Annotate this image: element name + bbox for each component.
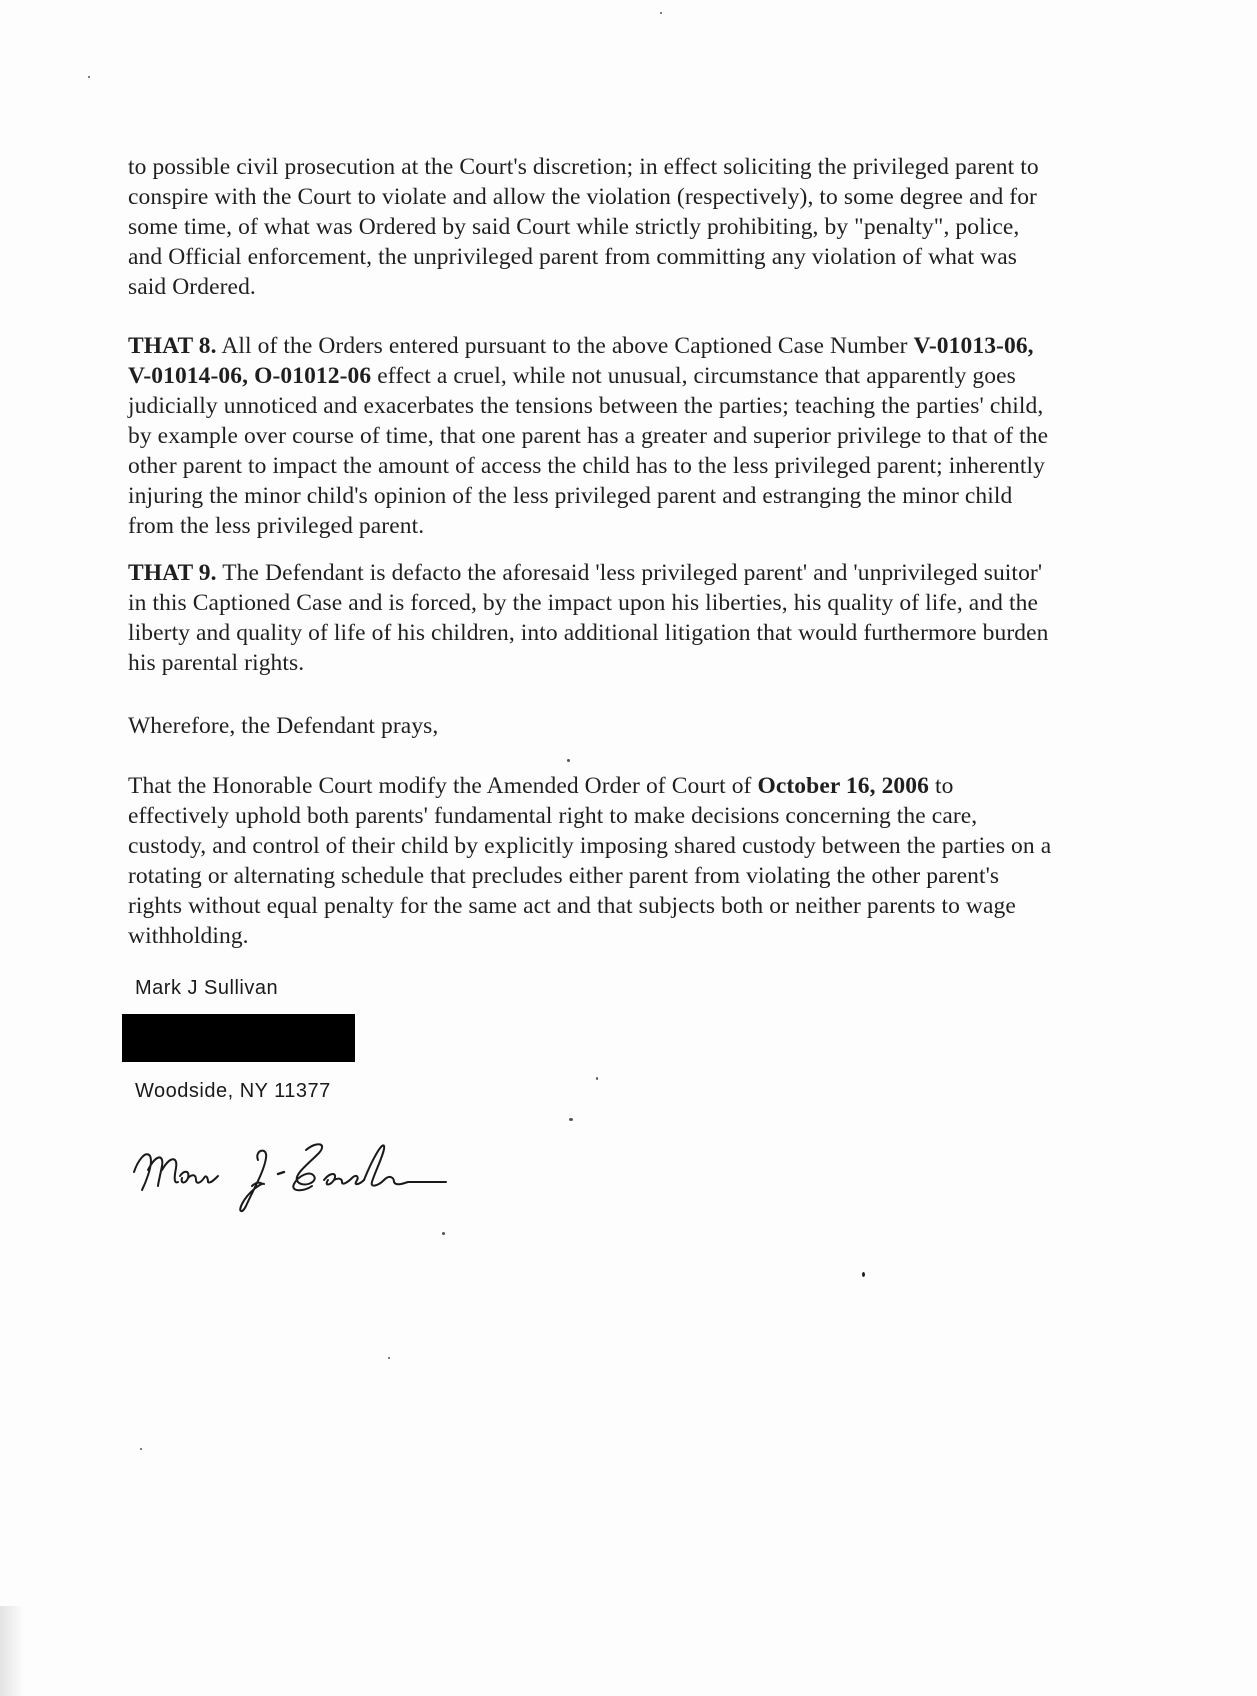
text-line: in this Captioned Case and is forced, by the impact upon his liberties, his quality of life, and the [128, 590, 1038, 616]
paragraph-that-8 [128, 331, 1108, 541]
text-line: injuring the minor child's opinion of the less privileged parent and estranging the minor child [128, 483, 1013, 509]
text-segment: effect a cruel, while not unusual, circumstance that apparently goes [371, 363, 1016, 389]
signer-name: Mark J Sullivan [135, 977, 279, 999]
paragraph-number: THAT 8. [128, 333, 217, 359]
text-line: rights without equal penalty for the same act and that subjects both or neither parents to wage [128, 893, 1016, 919]
scan-speck [567, 759, 570, 762]
text-line: other parent to impact the amount of access the child has to the less privileged parent; inherently [128, 453, 1045, 479]
case-number: V-01014-06, O-01012-06 [128, 363, 372, 389]
text-segment: The Defendant is defacto the aforesaid 'less privileged parent' and 'unprivileged suitor' [216, 560, 1043, 586]
redaction-box [122, 1014, 355, 1062]
signer-city: Woodside, NY 11377 [135, 1080, 331, 1102]
text-line [128, 331, 1108, 361]
order-date: October 16, 2006 [757, 773, 929, 799]
scan-speck [388, 1357, 390, 1359]
text-line: judicially unnoticed and exacerbates the tensions between the parties; teaching the parties' child, [128, 393, 1044, 419]
text-line: custody, and control of their child by explicitly imposing shared custody between the parties on a [128, 833, 1052, 859]
paragraph-number: THAT 9. [128, 560, 217, 586]
text-line: his parental rights. [128, 650, 305, 676]
paragraph-wherefore [128, 711, 1108, 741]
text-segment: to [929, 773, 954, 799]
text-line: rotating or alternating schedule that precludes either parent from violating the other parent's [128, 863, 1000, 889]
text-line: to possible civil prosecution at the Court's discretion; in effect soliciting the privileged parent to [128, 154, 1039, 180]
text-line: and Official enforcement, the unprivileged parent from committing any violation of what was [128, 244, 1017, 270]
scan-speck [660, 12, 662, 14]
paragraph-continuation [128, 152, 1108, 302]
text-line: some time, of what was Ordered by said Court while strictly prohibiting, by "penalty", police, [128, 214, 1020, 240]
scan-speck [442, 1232, 445, 1235]
text-line [128, 558, 1108, 588]
text-line: effectively uphold both parents' fundamental right to make decisions concerning the care, [128, 803, 978, 829]
scan-speck [140, 1448, 142, 1450]
scan-speck [862, 1272, 865, 1277]
text-line [128, 361, 1108, 391]
text-segment: All of the Orders entered pursuant to the above Captioned Case Number [216, 333, 914, 359]
scan-edge-shadow [0, 1606, 24, 1696]
text-line: from the less privileged parent. [128, 513, 425, 539]
text-line: withholding. [128, 923, 249, 949]
text-line: Wherefore, the Defendant prays, [128, 713, 439, 739]
text-segment: That the Honorable Court modify the Amended Order of Court of [128, 773, 758, 799]
text-line: liberty and quality of life of his children, into additional litigation that would furthermore burden [128, 620, 1049, 646]
handwritten-signature [128, 1120, 458, 1230]
text-line: by example over course of time, that one parent has a greater and superior privilege to that of the [128, 423, 1049, 449]
paragraph-prayer [128, 771, 1108, 951]
scan-speck [88, 76, 90, 78]
text-line: said Ordered. [128, 274, 256, 300]
paragraph-that-9 [128, 558, 1108, 678]
scan-speck [596, 1077, 598, 1080]
scan-speck [569, 1118, 573, 1121]
text-line [128, 771, 1108, 801]
text-line: conspire with the Court to violate and allow the violation (respectively), to some degree and for [128, 184, 1037, 210]
case-number: V-01013-06, [913, 333, 1034, 359]
